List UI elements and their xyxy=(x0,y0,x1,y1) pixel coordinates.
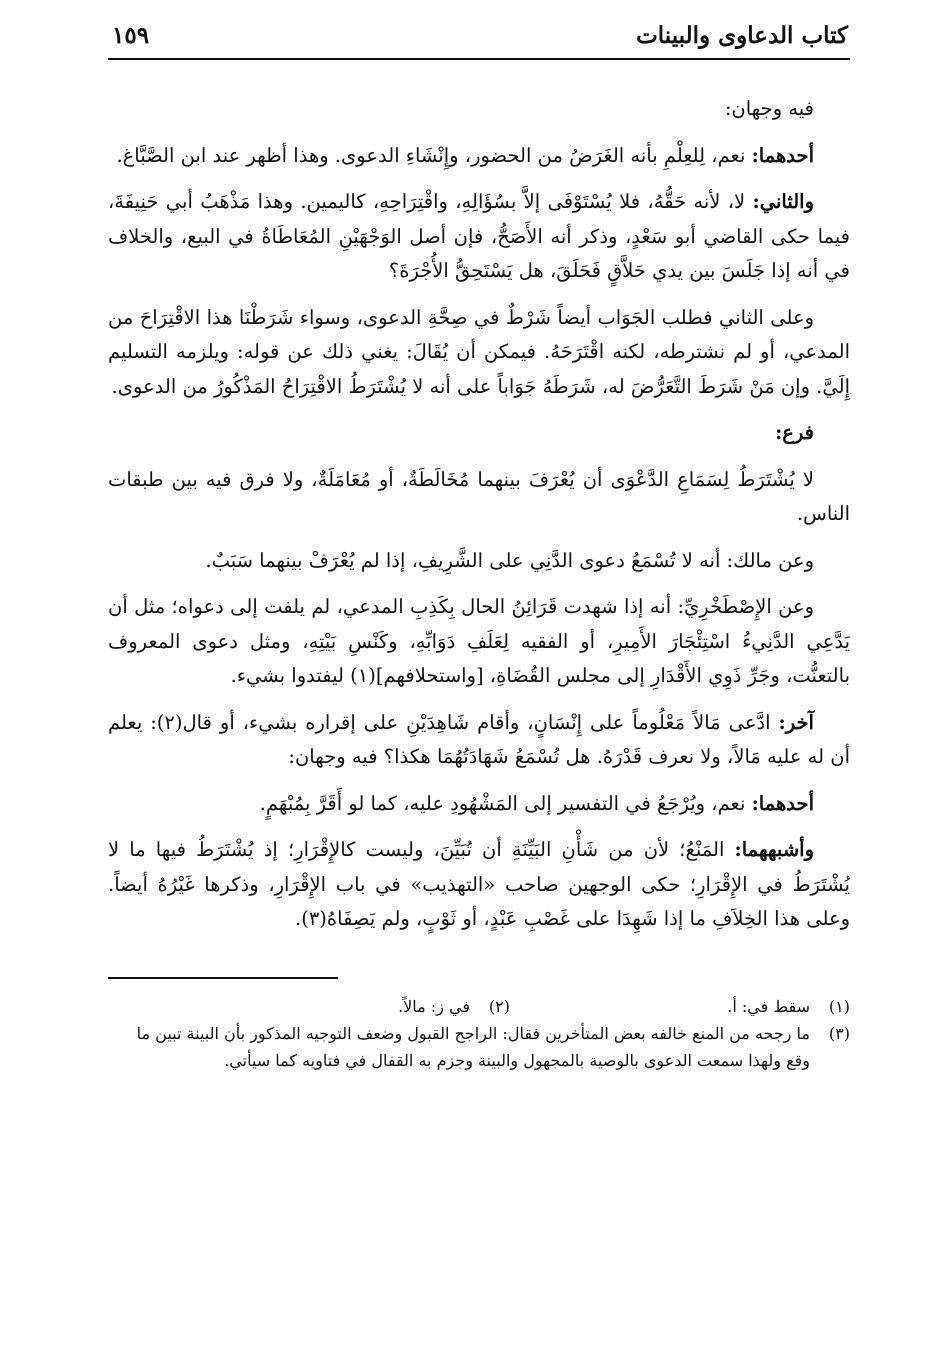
paragraph xyxy=(108,139,850,174)
footnote-row xyxy=(108,993,850,1020)
footnote-number: (١) xyxy=(828,996,850,1016)
paragraph-lead: أحدهما: xyxy=(751,143,814,167)
paragraph xyxy=(108,544,850,579)
paragraph xyxy=(108,92,850,127)
paragraph xyxy=(108,301,850,405)
paragraph xyxy=(108,185,850,289)
footnote-text: في ز: مالاً. xyxy=(398,996,470,1016)
paragraph xyxy=(108,590,850,694)
paragraph-lead: أحدهما: xyxy=(751,791,814,815)
footnote-text: سقط في: أ. xyxy=(727,996,810,1016)
heading-text: فرع: xyxy=(775,421,814,444)
paragraph xyxy=(108,463,850,532)
paragraph xyxy=(108,706,850,775)
paragraph-text: وعلى الثاني فطلب الجَوَاب أيضاً شَرْطٌ في صِحَّةِ الدعوى، وسواء شَرَطْنَا هذا الاقْتِرَاحَ من المدعي، أو لم نشترطه، لكنه اقْتَرَحَهُ. فيمكن أن يُقَالَ: يغني ذلك عن قوله: ويلزمه التسليم إِلَيَّ. وإن مَنْ شَرَطَ التَّعَرُّضَ له، شَرَطَهُ جَوَاباً على أنه لا يُشْتَرَطُ الاقْتِرَاحُ المَذْكُورُ من الدعوى. xyxy=(108,305,850,398)
paragraph-lead: والثاني: xyxy=(752,190,814,213)
footnote-divider xyxy=(108,977,338,979)
paragraph-text: فيه وجهان: xyxy=(724,97,814,120)
paragraph-text: المَنْعُ؛ لأن من شَأْنِ البَيِّنَةِ أن تُبَيِّنَ، وليست كالإِقْرَارِ؛ إذ يُشْتَرَطُ فيها ما لا يُشْتَرَطُ في الإِقْرَارِ؛ حكى الوجهين صاحب «التهذيب» في باب الإِقْرَارِ، وذكرها غَيْرُهُ أيضاً. وعلى هذا الخِلاَفِ ما إذا شَهِدَا على غَصْبِ عَبْدٍ، أو ثَوْبٍ، ولم يَصِفَاهُ(٣). xyxy=(108,838,850,930)
paragraph xyxy=(108,787,850,822)
paragraph-text: وعن مالك: أنه لا تُسْمَعُ دعوى الدَّنِي على الشَّرِيفِ، إذا لم يُعْرَفْ بينهما سَبَبٌ. xyxy=(205,548,814,572)
running-header xyxy=(108,18,850,60)
footnote xyxy=(170,993,510,1020)
section-heading xyxy=(108,416,850,451)
footnote xyxy=(108,1020,850,1074)
paragraph-text: وعن الإِصْطَخْرِيِّ: أنه إذا شهدت قَرَائِنُ الحال بِكَذِبِ المدعي، لم يلفت إلى دعواه؛ مثل أن يَدَّعِي الدَّنِيءُ اسْتِئْجَارَ الأَمِيرِ، أو الفقيه لِعَلَفِ دَوَابِّهِ، وكَنْسِ بَيْتِهِ، ومثل دعوى المعروف بالتعنُّت، وجَرِّ ذَوِي الأَقْدَارِ إلى مجلس القُضَاةِ، [واستحلافهم](١) ليفتدوا بشيء. xyxy=(108,595,850,687)
paragraph-text: نعم، ويُرْجَعُ في التفسير إلى المَشْهُودِ عليه، كما لو أَقَرَّ بِمُبْهَمٍ. xyxy=(259,791,752,815)
book-page xyxy=(108,18,850,1338)
footnote xyxy=(510,993,850,1020)
paragraph-lead: وأشبههما: xyxy=(734,838,814,861)
paragraph-lead: آخر: xyxy=(778,710,814,734)
footnote-number: (٣) xyxy=(828,1023,850,1043)
footnotes xyxy=(108,993,850,1074)
book-title: كتاب الدعاوى والبينات xyxy=(636,22,848,49)
main-text xyxy=(108,92,850,937)
paragraph-text: نعم، لِلعِلْمِ بأنه الغَرَضُ من الحضور، وإِنْشَاءِ الدعوى. وهذا أظهر عند ابن الصَّبَّاغ. xyxy=(116,143,752,167)
paragraph-text: لا يُشْتَرَطُ لِسَمَاعِ الدَّعْوَى أن يُعْرَفَ بينهما مُخَالَطَةٌ، أو مُعَامَلَةٌ، ولا فرق فيه بين طبقات الناس. xyxy=(108,467,850,525)
footnote-number: (٢) xyxy=(488,996,510,1016)
footnote-text: ما رجحه من المنع خالفه بعض المتأخرين فقال: الراجح القبول وضعف التوجيه المذكور بأن البينة تبين ما وقع ولهذا سمعت الدعوى بالوصية بالمجهول والبينة وجزم به القفال في فتاويه كما سيأتي. xyxy=(136,1023,810,1070)
page-number: ١٥٩ xyxy=(112,22,150,49)
paragraph-text: لا، لأنه حَقُّهُ، فلا يُسْتَوْفَى إلاَّ بسُؤَالِهِ، واقْتِرَاحِهِ، كاليمين. وهذا مَذْهَبُ أبي حَنِيفَةَ، فيما حكى القاضي أبو سَعْدٍ، وذكر أنه الأَصَحُّ، فإن أصل الوَجْهَيْنِ المُعَاطَاةُ في البيع، والخلاف في أنه إذا جَلَسَ بين يدي حَلاَّقٍ فَحَلَقَ، هل يَسْتَحِقُّ الأُجْرَةَ؟ xyxy=(108,190,850,282)
paragraph xyxy=(108,833,850,937)
paragraph-text: ادَّعى مَالاً مَعْلُوماً على إِنْسَانٍ، وأقام شَاهِدَيْنِ على إقراره بشيء، أو قال(٢): يعلم أن له عليه مَالاً، ولا نعرف قَدْرَهُ. هل تُسْمَعُ شَهَادَتُهُمَا هكذا؟ فيه وجهان: xyxy=(108,710,850,768)
